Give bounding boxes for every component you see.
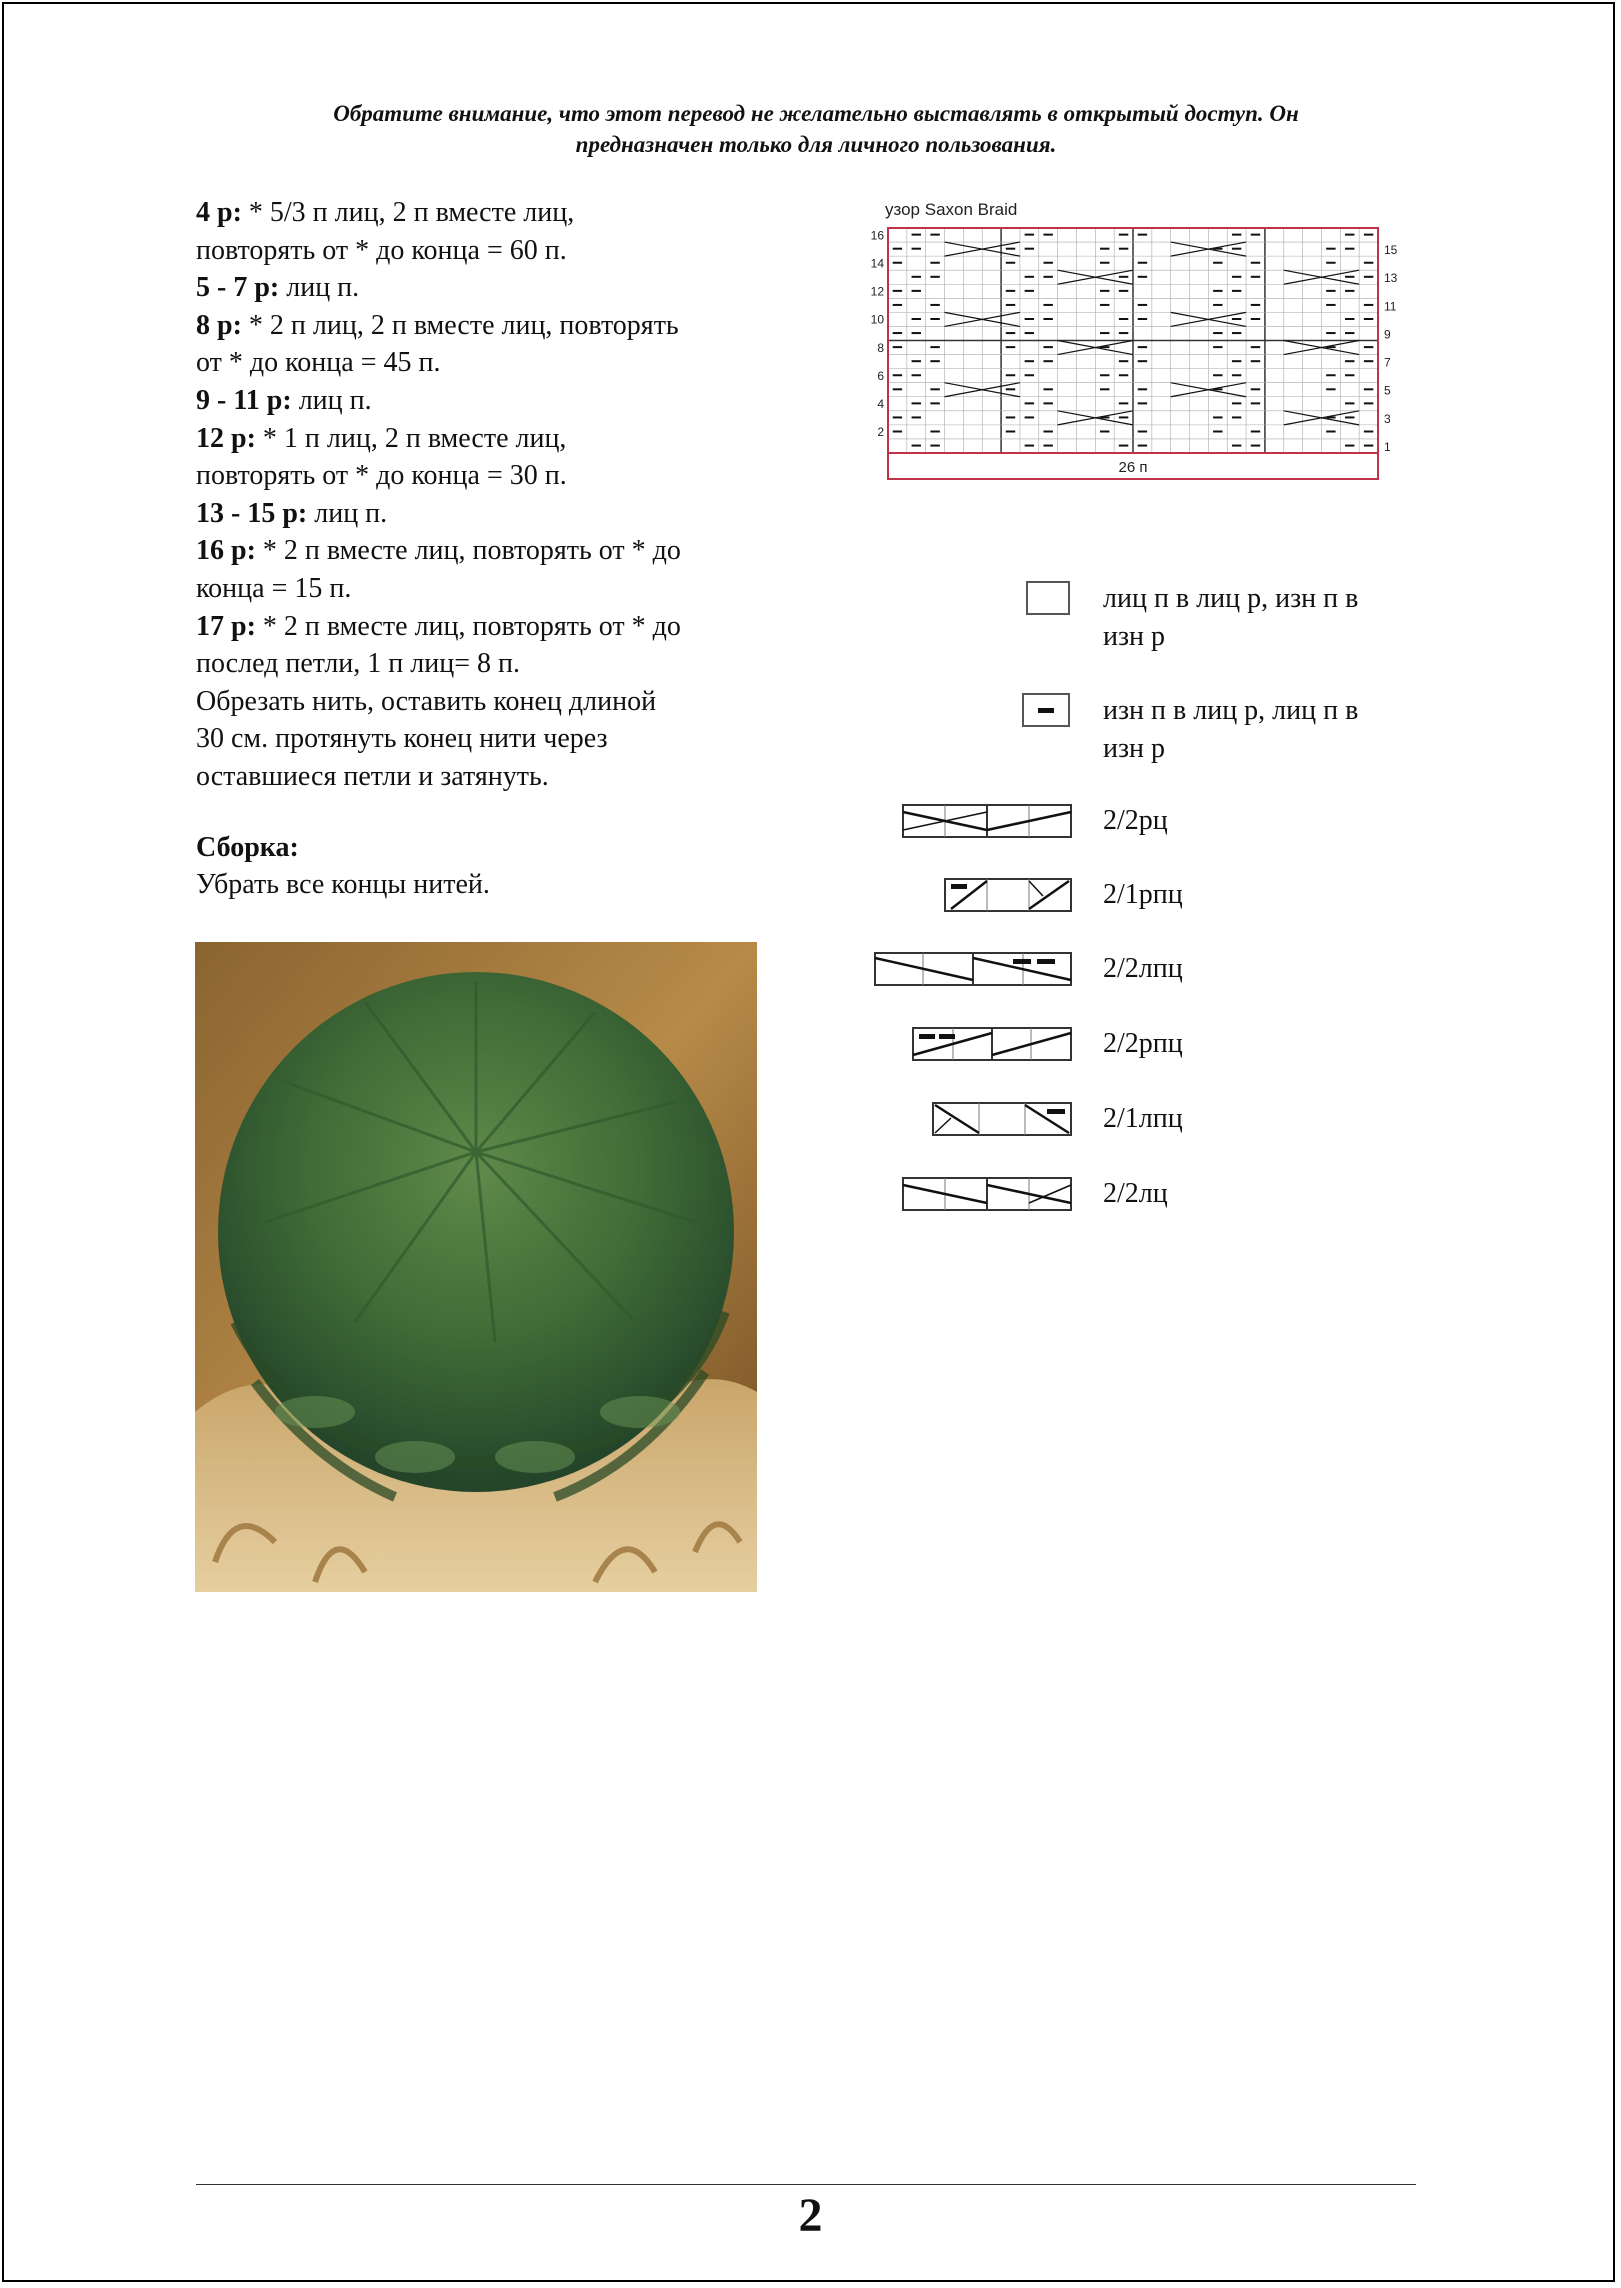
chart-purl-mark — [1006, 374, 1015, 376]
chart-row-number: 1 — [1384, 439, 1391, 454]
chart-row-number: 15 — [1384, 243, 1398, 258]
chart-purl-mark — [1232, 276, 1241, 278]
chart-purl-mark — [1232, 318, 1241, 320]
finish-line: Обрезать нить, оставить конец длиной — [196, 685, 657, 717]
row-text: * 1 п лиц, 2 п вместе лиц, — [255, 422, 567, 454]
chart-row-number: 13 — [1384, 271, 1398, 286]
chart-row-number: 8 — [877, 340, 884, 355]
chart-purl-mark — [1043, 318, 1052, 320]
chart-purl-mark — [1100, 290, 1109, 292]
chart-purl-mark — [1025, 318, 1034, 320]
chart-purl-mark — [1100, 248, 1109, 250]
row-text: * 5/3 п лиц, 2 п вместе лиц, — [241, 197, 575, 228]
chart-purl-mark — [1025, 416, 1034, 418]
chart-purl-mark — [893, 262, 902, 264]
chart-purl-mark — [1025, 290, 1034, 292]
legend-label: 2/2лц — [1103, 1178, 1168, 1209]
legend-label-line: изн р — [1103, 733, 1166, 764]
chart-purl-mark — [1364, 276, 1373, 278]
chart-purl-mark — [1213, 416, 1222, 418]
chart-purl-mark — [1025, 276, 1034, 278]
chart-purl-mark — [1025, 374, 1034, 376]
chart-row-number: 11 — [1384, 299, 1397, 314]
cable-2-2-lc-icon — [901, 1175, 1073, 1213]
legend-label: 2/1рпц — [1103, 879, 1183, 910]
legend-item-2-2lc — [0, 1175, 1621, 1235]
row-text: * 2 п вместе лиц, повторять от * до — [255, 610, 681, 642]
chart-purl-mark — [930, 276, 939, 278]
chart-purl-mark — [1232, 374, 1241, 376]
notice-line-2: предназначен только для личного пользования. — [575, 132, 1057, 157]
chart-purl-mark — [1006, 416, 1015, 418]
legend-label — [1103, 580, 1433, 656]
legend-item-2-2rpc — [0, 1025, 1621, 1085]
chart-purl-mark — [1345, 402, 1354, 404]
chart-purl-mark — [1326, 431, 1335, 433]
row-label: 12 р: — [196, 422, 256, 454]
chart-row-number: 9 — [1384, 327, 1391, 342]
chart-purl-mark — [1345, 318, 1354, 320]
chart-purl-mark — [1364, 445, 1373, 447]
cable-2-1-lpc-icon — [931, 1100, 1073, 1138]
chart-purl-mark — [1043, 276, 1052, 278]
chart-purl-mark — [1138, 262, 1147, 264]
chart-purl-mark — [1345, 248, 1354, 250]
chart-purl-mark — [1364, 431, 1373, 433]
chart-purl-mark — [1364, 234, 1373, 236]
chart-row-number: 10 — [870, 312, 884, 327]
chart-purl-mark — [1364, 346, 1373, 348]
chart-purl-mark — [1232, 445, 1241, 447]
chart-purl-mark — [1326, 374, 1335, 376]
chart-purl-mark — [1251, 276, 1260, 278]
instruction-row — [196, 307, 796, 345]
chart-purl-mark — [1326, 388, 1335, 390]
chart-purl-mark — [1119, 416, 1128, 418]
chart-purl-mark — [930, 262, 939, 264]
chart-purl-mark — [1138, 318, 1147, 320]
chart-purl-mark — [1043, 388, 1052, 390]
chart-purl-mark — [1251, 445, 1260, 447]
chart-purl-mark — [893, 388, 902, 390]
chart-purl-mark — [1119, 445, 1128, 447]
row-label: 4 р: — [196, 197, 242, 228]
chart-purl-mark — [1138, 402, 1147, 404]
row-label: 13 - 15 р: — [196, 497, 308, 529]
chart-purl-mark — [1138, 360, 1147, 362]
chart-purl-mark — [1119, 332, 1128, 334]
chart-purl-mark — [1232, 402, 1241, 404]
chart-purl-mark — [1232, 290, 1241, 292]
chart-purl-mark — [1138, 445, 1147, 447]
footer-rule — [196, 2184, 1416, 2185]
chart-purl-mark — [1025, 248, 1034, 250]
legend-item-2-1rpc — [0, 876, 1621, 936]
chart-purl-mark — [1043, 346, 1052, 348]
chart-purl-mark — [1100, 262, 1109, 264]
chart-purl-mark — [1025, 332, 1034, 334]
saxon-braid-chart — [862, 220, 1402, 490]
chart-purl-mark — [1345, 234, 1354, 236]
chart-purl-mark — [1138, 388, 1147, 390]
chart-purl-mark — [1043, 262, 1052, 264]
chart-purl-mark — [1138, 346, 1147, 348]
chart-purl-mark — [1251, 388, 1260, 390]
chart-purl-mark — [1119, 360, 1128, 362]
row-text: лиц п. — [279, 272, 360, 304]
chart-purl-mark — [1364, 304, 1373, 306]
chart-purl-mark — [930, 445, 939, 447]
instruction-row — [196, 420, 796, 458]
chart-purl-mark — [1364, 262, 1373, 264]
chart-purl-mark — [1345, 374, 1354, 376]
legend-item-2-1lpc — [0, 1100, 1621, 1160]
row-label: 5 - 7 р: — [196, 272, 280, 304]
row-text: лиц п. — [307, 497, 388, 529]
chart-purl-mark — [893, 346, 902, 348]
chart-purl-mark — [1119, 290, 1128, 292]
chart-purl-mark — [1006, 388, 1015, 390]
chart-purl-mark — [1100, 304, 1109, 306]
chart-purl-mark — [912, 374, 921, 376]
chart-purl-mark — [1364, 360, 1373, 362]
instruction-row — [196, 382, 796, 420]
chart-purl-mark — [912, 402, 921, 404]
chart-purl-mark — [1251, 234, 1260, 236]
chart-purl-mark — [1251, 431, 1260, 433]
chart-row-number: 4 — [877, 397, 884, 411]
chart-purl-mark — [1345, 276, 1354, 278]
chart-purl-mark — [1119, 234, 1128, 236]
instruction-row-cont: послед петли, 1 п лиц= 8 п. — [196, 648, 520, 680]
chart-title: узор Saxon Braid — [885, 200, 1018, 219]
chart-purl-mark — [912, 290, 921, 292]
cable-2-2-rpc-icon — [911, 1025, 1073, 1063]
legend-label: 2/1лпц — [1103, 1103, 1183, 1134]
chart-purl-mark — [1345, 290, 1354, 292]
chart-purl-mark — [1006, 304, 1015, 306]
row-text: * 2 п вместе лиц, повторять от * до — [255, 535, 681, 567]
chart-purl-mark — [1043, 445, 1052, 447]
chart-purl-mark — [1213, 431, 1222, 433]
chart-purl-mark — [1043, 360, 1052, 362]
legend-label — [1103, 692, 1433, 768]
chart-purl-mark — [1100, 374, 1109, 376]
chart-purl-mark — [1025, 445, 1034, 447]
instruction-row — [196, 194, 796, 232]
cable-2-2-lpc-icon — [873, 950, 1073, 988]
legend-label-line: изн р — [1103, 621, 1166, 652]
instruction-row-cont: повторять от * до конца = 30 п. — [196, 460, 567, 492]
row-text: * 2 п лиц, 2 п вместе лиц, повторять — [241, 309, 679, 341]
chart-row-number: 6 — [877, 368, 884, 383]
chart-purl-mark — [1119, 248, 1128, 250]
legend-label: 2/2рц — [1103, 805, 1168, 836]
chart-row-number: 12 — [870, 284, 884, 299]
chart-purl-mark — [1138, 431, 1147, 433]
chart-purl-mark — [1100, 332, 1109, 334]
chart-purl-mark — [1025, 234, 1034, 236]
cable-2-1-rpc-icon — [943, 876, 1073, 914]
chart-purl-mark — [1006, 248, 1015, 250]
chart-purl-mark — [1213, 304, 1222, 306]
chart-purl-mark — [1006, 332, 1015, 334]
chart-purl-mark — [893, 248, 902, 250]
chart-purl-mark — [1326, 332, 1335, 334]
chart-purl-mark — [1138, 234, 1147, 236]
chart-purl-mark — [1100, 388, 1109, 390]
chart-purl-mark — [1006, 346, 1015, 348]
chart-row-number: 16 — [870, 228, 884, 243]
chart-purl-mark — [1326, 290, 1335, 292]
legend-item-2-2lpc — [0, 950, 1621, 1010]
instruction-row-cont: от * до конца = 45 п. — [196, 347, 441, 379]
chart-purl-mark — [1326, 304, 1335, 306]
chart-purl-mark — [912, 445, 921, 447]
instruction-row — [196, 495, 796, 533]
chart-stitch-count: 26 п — [1118, 459, 1148, 476]
translation-notice — [196, 98, 1436, 160]
chart-purl-mark — [1119, 374, 1128, 376]
chart-purl-mark — [912, 248, 921, 250]
chart-purl-mark — [1251, 346, 1260, 348]
chart-purl-mark — [912, 360, 921, 362]
notice-line-1: Обратите внимание, что этот перевод не желательно выставлять в открытый доступ. Он — [333, 101, 1299, 126]
chart-purl-mark — [912, 332, 921, 334]
chart-purl-mark — [1232, 360, 1241, 362]
chart-row-number: 14 — [870, 256, 884, 271]
cable-2-2-rc-icon — [901, 802, 1073, 840]
chart-purl-mark — [1364, 402, 1373, 404]
chart-purl-mark — [930, 346, 939, 348]
chart-purl-mark — [1006, 290, 1015, 292]
legend-item-knit — [0, 580, 1621, 652]
row-label: 16 р: — [196, 535, 256, 567]
chart-purl-mark — [1043, 402, 1052, 404]
chart-purl-mark — [893, 416, 902, 418]
chart-purl-mark — [1025, 360, 1034, 362]
chart-purl-mark — [1326, 248, 1335, 250]
chart-purl-mark — [912, 276, 921, 278]
row-label: 8 р: — [196, 309, 242, 341]
chart-purl-mark — [893, 431, 902, 433]
chart-row-number: 2 — [877, 425, 884, 440]
chart-purl-mark — [1213, 346, 1222, 348]
chart-purl-mark — [1251, 360, 1260, 362]
row-text: лиц п. — [291, 384, 372, 416]
chart-purl-mark — [893, 332, 902, 334]
chart-purl-mark — [893, 304, 902, 306]
chart-purl-mark — [930, 318, 939, 320]
chart-purl-mark — [1345, 360, 1354, 362]
chart-purl-mark — [1119, 318, 1128, 320]
chart-purl-mark — [1232, 248, 1241, 250]
row-label: 17 р: — [196, 610, 256, 642]
chart-purl-mark — [1251, 318, 1260, 320]
chart-purl-mark — [1345, 332, 1354, 334]
row-label: 9 - 11 р: — [196, 384, 292, 416]
chart-purl-mark — [930, 304, 939, 306]
chart-purl-mark — [1006, 262, 1015, 264]
chart-purl-mark — [1043, 234, 1052, 236]
assembly-title: Сборка: — [196, 832, 299, 863]
instruction-row-cont: повторять от * до конца = 60 п. — [196, 234, 567, 266]
chart-purl-mark — [1043, 431, 1052, 433]
instruction-row — [196, 532, 796, 570]
chart-purl-mark — [930, 431, 939, 433]
knit-square-icon — [1025, 580, 1071, 616]
assembly-text: Убрать все концы нитей. — [196, 869, 490, 900]
chart-purl-mark — [1232, 416, 1241, 418]
instruction-row-cont: конца = 15 п. — [196, 572, 352, 604]
chart-purl-mark — [1119, 276, 1128, 278]
chart-purl-mark — [1251, 262, 1260, 264]
chart-purl-mark — [1251, 402, 1260, 404]
legend-item-2-2rc — [0, 802, 1621, 862]
chart-purl-mark — [912, 318, 921, 320]
chart-purl-mark — [1043, 304, 1052, 306]
chart-purl-mark — [893, 290, 902, 292]
chart-purl-mark — [1119, 402, 1128, 404]
chart-purl-mark — [1364, 388, 1373, 390]
legend-item-purl — [0, 692, 1621, 764]
chart-row-number: 7 — [1384, 355, 1391, 370]
chart-purl-mark — [1345, 445, 1354, 447]
finish-line: оставшиеся петли и затянуть. — [196, 760, 549, 792]
chart-purl-mark — [1138, 276, 1147, 278]
chart-purl-mark — [1138, 304, 1147, 306]
chart-purl-mark — [930, 388, 939, 390]
chart-purl-mark — [930, 234, 939, 236]
purl-dash-icon — [1021, 692, 1071, 728]
chart-row-number: 3 — [1384, 411, 1391, 426]
legend-label: 2/2лпц — [1103, 953, 1183, 984]
page-number: 2 — [798, 2189, 823, 2242]
instruction-row — [196, 269, 796, 307]
finish-line: 30 см. протянуть конец нити через — [196, 723, 608, 755]
chart-purl-mark — [893, 374, 902, 376]
chart-purl-mark — [1025, 402, 1034, 404]
chart-purl-mark — [1213, 332, 1222, 334]
chart-purl-mark — [1232, 234, 1241, 236]
chart-purl-mark — [1232, 332, 1241, 334]
legend-label: 2/2рпц — [1103, 1028, 1183, 1059]
legend-label-line: изн п в лиц р, лиц п в — [1103, 695, 1359, 726]
chart-purl-mark — [912, 234, 921, 236]
legend-label-line: лиц п в лиц р, изн п в — [1103, 583, 1359, 614]
chart-purl-mark — [1213, 374, 1222, 376]
chart-purl-mark — [1213, 262, 1222, 264]
chart-purl-mark — [1251, 304, 1260, 306]
chart-purl-mark — [1100, 431, 1109, 433]
chart-purl-mark — [1364, 318, 1373, 320]
chart-purl-mark — [1006, 431, 1015, 433]
chart-row-number: 5 — [1384, 383, 1391, 398]
chart-purl-mark — [1326, 262, 1335, 264]
chart-purl-mark — [930, 360, 939, 362]
chart-purl-mark — [930, 402, 939, 404]
chart-purl-mark — [1345, 416, 1354, 418]
chart-purl-mark — [912, 416, 921, 418]
chart-purl-mark — [1213, 290, 1222, 292]
